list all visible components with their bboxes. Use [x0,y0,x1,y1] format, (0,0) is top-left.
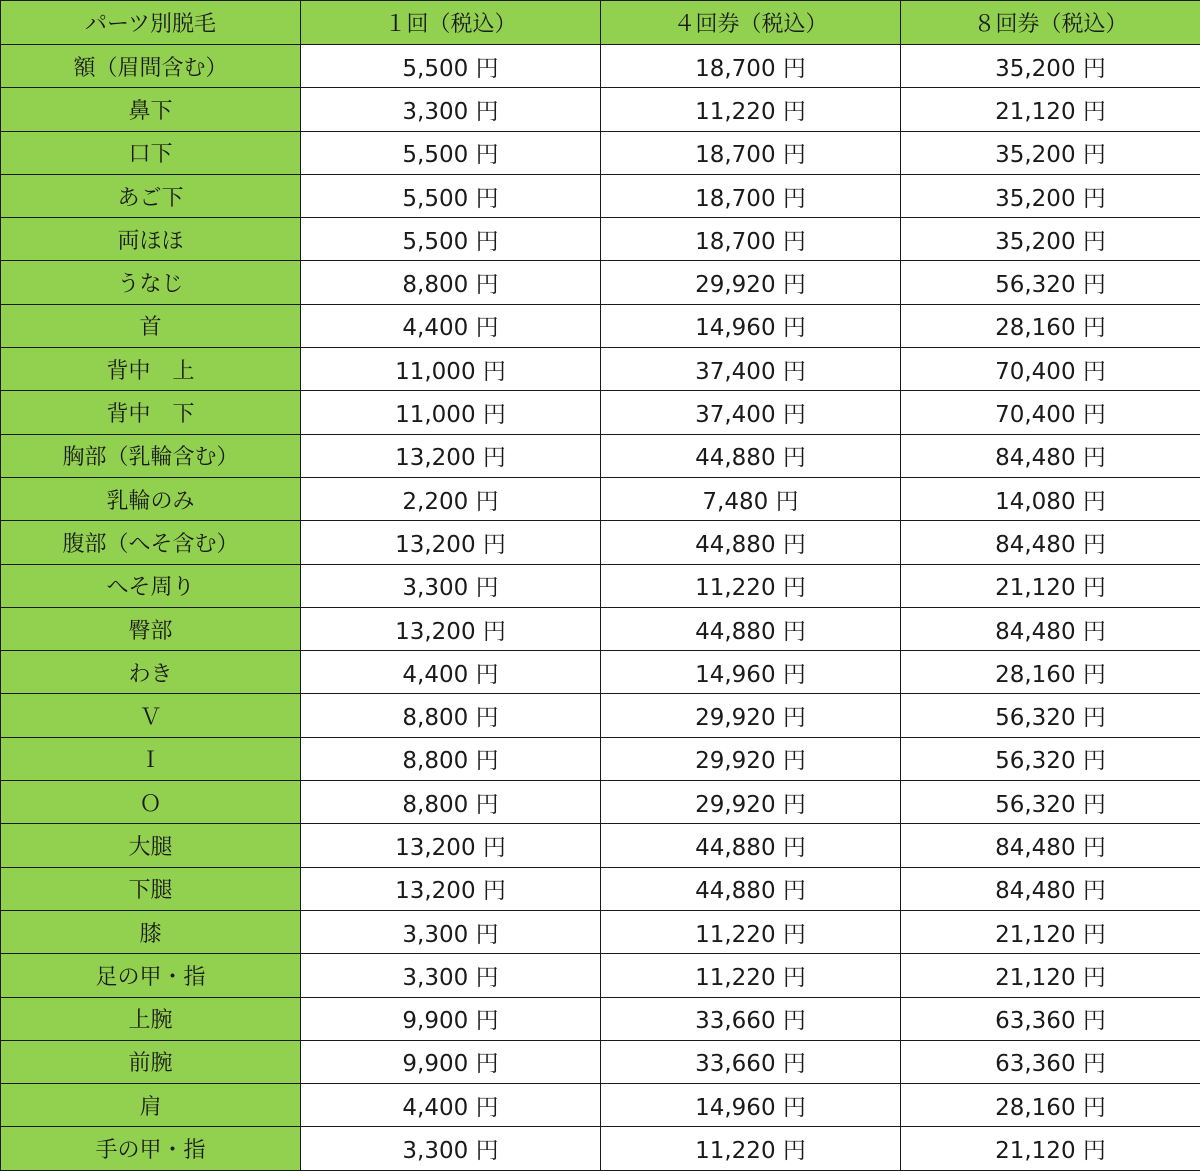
price-8-ticket: 84,480 円 [901,867,1200,910]
table-row [1,174,1200,217]
price-4-ticket: 14,960 円 [601,304,901,347]
price-single: 5,500 円 [301,131,601,174]
price-single: 13,200 円 [301,434,601,477]
part-name: Ｉ [1,737,301,780]
table-row [1,824,1200,867]
header-8-ticket: ８回券（税込） [901,1,1200,45]
part-name: 上腕 [1,997,301,1040]
header-row [1,1,1200,45]
price-4-ticket: 18,700 円 [601,131,901,174]
price-8-ticket: 14,080 円 [901,477,1200,520]
table-row [1,218,1200,261]
part-name: うなじ [1,261,301,304]
price-single: 5,500 円 [301,218,601,261]
part-name: Ｖ [1,694,301,737]
table-row [1,391,1200,434]
part-name: へそ周り [1,564,301,607]
price-8-ticket: 28,160 円 [901,1084,1200,1127]
table-row [1,1127,1200,1171]
table-body [1,45,1200,1171]
part-name: Ｏ [1,781,301,824]
price-4-ticket: 33,660 円 [601,997,901,1040]
price-8-ticket: 35,200 円 [901,174,1200,217]
price-single: 9,900 円 [301,1040,601,1083]
price-4-ticket: 18,700 円 [601,45,901,88]
price-4-ticket: 18,700 円 [601,218,901,261]
part-name: 肩 [1,1084,301,1127]
price-single: 11,000 円 [301,348,601,391]
table-row [1,737,1200,780]
part-name: 口下 [1,131,301,174]
price-single: 3,300 円 [301,1127,601,1171]
price-8-ticket: 28,160 円 [901,304,1200,347]
table-row [1,954,1200,997]
price-single: 3,300 円 [301,954,601,997]
table-row [1,694,1200,737]
price-4-ticket: 29,920 円 [601,261,901,304]
price-8-ticket: 63,360 円 [901,1040,1200,1083]
price-4-ticket: 11,220 円 [601,564,901,607]
price-4-ticket: 7,480 円 [601,477,901,520]
price-single: 13,200 円 [301,867,601,910]
price-single: 11,000 円 [301,391,601,434]
table-row [1,1084,1200,1127]
price-4-ticket: 44,880 円 [601,607,901,650]
part-name: 背中 下 [1,391,301,434]
header-single: １回（税込） [301,1,601,45]
part-name: あご下 [1,174,301,217]
price-4-ticket: 37,400 円 [601,348,901,391]
price-single: 8,800 円 [301,694,601,737]
table-row [1,477,1200,520]
part-name: わき [1,651,301,694]
part-name: 下腿 [1,867,301,910]
price-single: 8,800 円 [301,781,601,824]
part-name: 両ほほ [1,218,301,261]
part-name: 鼻下 [1,88,301,131]
price-4-ticket: 11,220 円 [601,88,901,131]
part-name: 首 [1,304,301,347]
price-4-ticket: 44,880 円 [601,824,901,867]
table-row [1,261,1200,304]
price-single: 13,200 円 [301,607,601,650]
price-8-ticket: 84,480 円 [901,607,1200,650]
table-row [1,45,1200,88]
header-4-ticket: ４回券（税込） [601,1,901,45]
price-single: 3,300 円 [301,564,601,607]
part-name: 手の甲・指 [1,1127,301,1171]
price-4-ticket: 44,880 円 [601,867,901,910]
part-name: 乳輪のみ [1,477,301,520]
price-8-ticket: 84,480 円 [901,824,1200,867]
table-row [1,521,1200,564]
price-8-ticket: 21,120 円 [901,1127,1200,1171]
table-row [1,781,1200,824]
table-row [1,910,1200,953]
part-name: 腹部（へそ含む） [1,521,301,564]
price-8-ticket: 21,120 円 [901,564,1200,607]
table-row [1,867,1200,910]
price-4-ticket: 44,880 円 [601,521,901,564]
price-4-ticket: 33,660 円 [601,1040,901,1083]
price-8-ticket: 56,320 円 [901,261,1200,304]
table-row [1,564,1200,607]
price-4-ticket: 11,220 円 [601,1127,901,1171]
part-name: 足の甲・指 [1,954,301,997]
price-8-ticket: 70,400 円 [901,348,1200,391]
price-8-ticket: 35,200 円 [901,45,1200,88]
header-part: パーツ別脱毛 [1,1,301,45]
part-name: 臀部 [1,607,301,650]
price-4-ticket: 29,920 円 [601,694,901,737]
price-single: 5,500 円 [301,174,601,217]
price-single: 9,900 円 [301,997,601,1040]
price-8-ticket: 35,200 円 [901,131,1200,174]
table-row [1,88,1200,131]
price-8-ticket: 56,320 円 [901,694,1200,737]
part-name: 胸部（乳輪含む） [1,434,301,477]
part-name: 前腕 [1,1040,301,1083]
price-8-ticket: 56,320 円 [901,781,1200,824]
table-row [1,348,1200,391]
price-single: 5,500 円 [301,45,601,88]
price-single: 13,200 円 [301,521,601,564]
table-header [1,1,1200,45]
table-row [1,997,1200,1040]
table-row [1,304,1200,347]
price-8-ticket: 21,120 円 [901,910,1200,953]
price-4-ticket: 11,220 円 [601,910,901,953]
part-name: 背中 上 [1,348,301,391]
price-8-ticket: 70,400 円 [901,391,1200,434]
table-row [1,434,1200,477]
price-4-ticket: 14,960 円 [601,651,901,694]
price-4-ticket: 29,920 円 [601,737,901,780]
price-single: 3,300 円 [301,88,601,131]
price-single: 3,300 円 [301,910,601,953]
price-4-ticket: 11,220 円 [601,954,901,997]
table-row [1,651,1200,694]
part-name: 額（眉間含む） [1,45,301,88]
price-8-ticket: 56,320 円 [901,737,1200,780]
part-name: 大腿 [1,824,301,867]
price-8-ticket: 28,160 円 [901,651,1200,694]
price-single: 2,200 円 [301,477,601,520]
price-8-ticket: 35,200 円 [901,218,1200,261]
price-8-ticket: 21,120 円 [901,88,1200,131]
price-4-ticket: 29,920 円 [601,781,901,824]
table-row [1,607,1200,650]
price-single: 4,400 円 [301,651,601,694]
price-4-ticket: 37,400 円 [601,391,901,434]
price-8-ticket: 84,480 円 [901,434,1200,477]
price-4-ticket: 44,880 円 [601,434,901,477]
price-8-ticket: 63,360 円 [901,997,1200,1040]
price-single: 4,400 円 [301,1084,601,1127]
price-single: 8,800 円 [301,737,601,780]
price-4-ticket: 14,960 円 [601,1084,901,1127]
table-row [1,131,1200,174]
part-name: 膝 [1,910,301,953]
price-8-ticket: 21,120 円 [901,954,1200,997]
table-row [1,1040,1200,1083]
price-single: 13,200 円 [301,824,601,867]
price-4-ticket: 18,700 円 [601,174,901,217]
price-single: 4,400 円 [301,304,601,347]
price-single: 8,800 円 [301,261,601,304]
price-8-ticket: 84,480 円 [901,521,1200,564]
